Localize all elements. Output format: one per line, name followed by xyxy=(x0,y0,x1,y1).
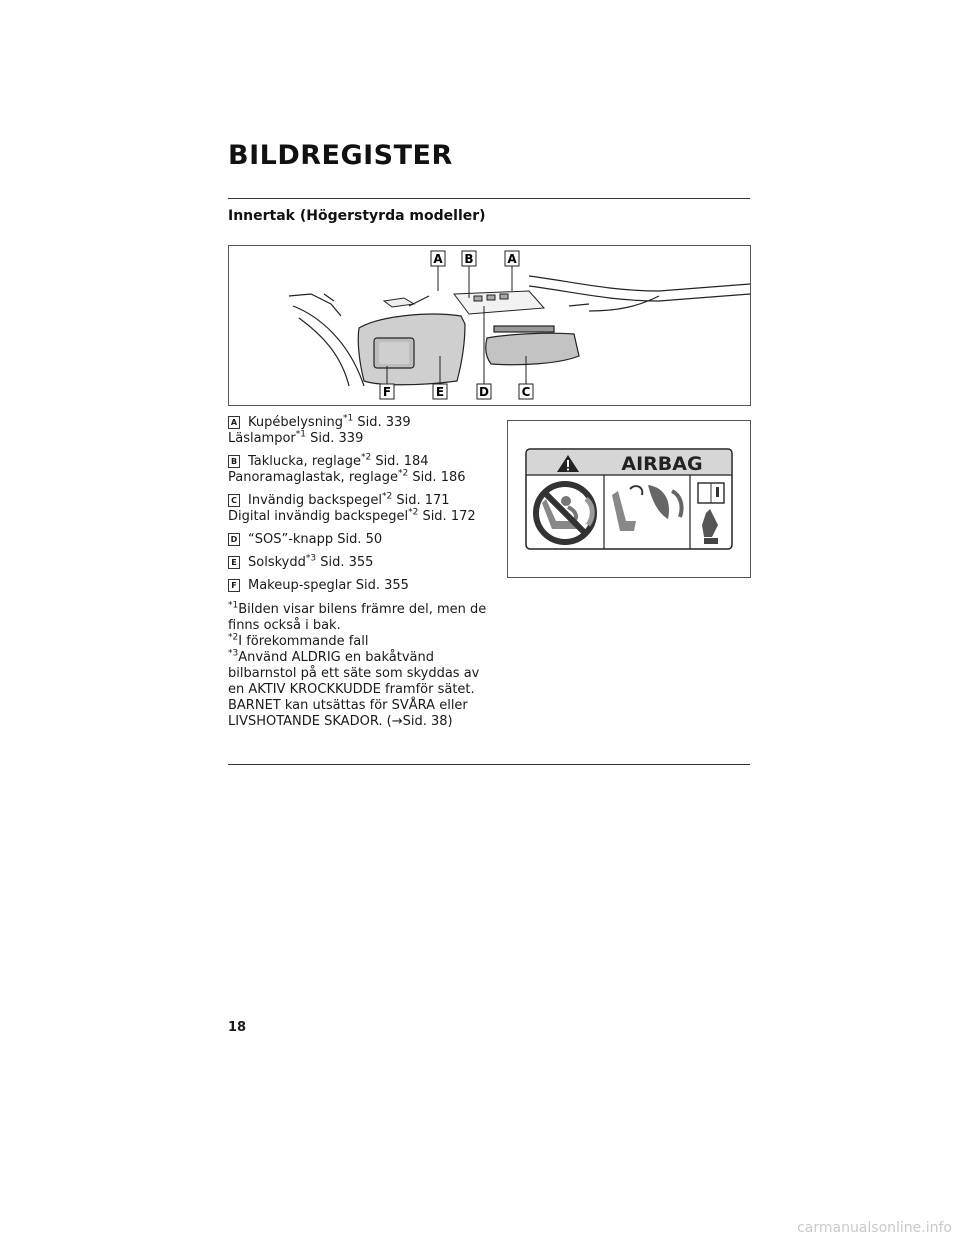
airbag-drawing xyxy=(508,421,750,577)
ceiling-drawing xyxy=(229,246,750,405)
list-item: F Makeup-speglar Sid. 355 xyxy=(228,578,488,594)
label-b: B xyxy=(464,252,474,266)
header-rule xyxy=(228,198,750,199)
label-c: C xyxy=(521,385,531,399)
label-a-left: A xyxy=(433,252,443,266)
key-badge: D xyxy=(228,533,240,546)
page-number: 18 xyxy=(228,1020,247,1035)
ceiling-illustration xyxy=(228,245,751,406)
list-item: A Kupébelysning$^{*1}$ Sid. 339 Läslampor$^{*1}$ Sid. 339 xyxy=(228,413,411,446)
footnote: $^{*1}$Bilden visar bilens främre del, men de finns också i bak. xyxy=(228,600,487,633)
label-d: D xyxy=(479,385,489,399)
label-a-right: A xyxy=(507,252,517,266)
key-badge: B xyxy=(228,455,240,468)
page-title: BILDREGISTER xyxy=(228,140,453,171)
no-rear-facing-seat-icon xyxy=(536,484,594,542)
label-e: E xyxy=(435,385,445,399)
index-list xyxy=(228,415,488,730)
airbag-title: AIRBAG xyxy=(621,453,703,475)
list-item: E Solskydd$^{*3}$ Sid. 355 xyxy=(228,555,488,571)
label-f: F xyxy=(382,385,392,399)
key-badge: A xyxy=(228,416,240,429)
key-badge: F xyxy=(228,579,240,592)
footnote: $^{*2}$I förekommande fall xyxy=(228,632,369,649)
watermark: carmanualsonline.info xyxy=(797,1220,952,1236)
list-item: B Taklucka, reglage$^{*2}$ Sid. 184 Panoramaglastak, reglage$^{*2}$ Sid. 186 xyxy=(228,452,466,485)
airbag-warning-label xyxy=(507,420,751,578)
key-badge: C xyxy=(228,494,240,507)
footnote: $^{*3}$Använd ALDRIG en bakåtvänd bilbarnstol på ett säte som skyddas av en AKTIV KROCKKUDDE framför sätet. BARNET kan utsättas för SVÅRA eller LIVSHOTANDE SKADOR. (→Sid. 38) xyxy=(228,648,480,729)
list-item: D “SOS”-knapp Sid. 50 xyxy=(228,532,488,548)
footer-rule xyxy=(228,764,750,765)
footnotes xyxy=(228,602,488,730)
section-title: Innertak (Högerstyrda modeller) xyxy=(228,208,486,224)
list-item: C Invändig backspegel$^{*2}$ Sid. 171 Digital invändig backspegel$^{*2}$ Sid. 172 xyxy=(228,491,476,524)
key-badge: E xyxy=(228,556,240,569)
